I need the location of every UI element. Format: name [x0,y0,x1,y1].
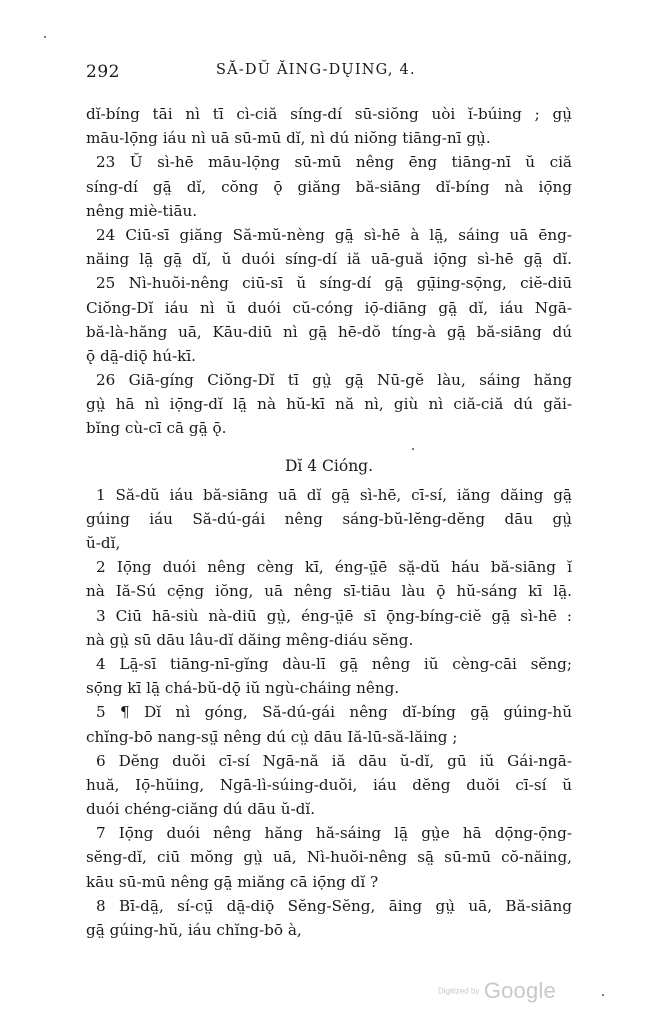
text-line: 7 Iọ̄ng duói nêng hăng hă-sáing lā̤ gṳ̀e hā dọ̄ng-ọ̄ng- [96,824,572,843]
text-line: nà Iă-Sú cẹ̄ng iŏng, uā nêng sī-tiāu làu ǭ hŭ-sáng kī lā̤. [86,582,572,601]
scan-speck [412,448,414,450]
text-line: nêng miè-tiāu. [86,201,198,220]
scan-speck [44,36,46,38]
page-header [86,62,568,88]
text-line: sọ̄ng kī lā̤ chá-bŭ-dǭ iŭ ngù-cháing nêng. [86,679,400,698]
text-line: sĕng-dĭ, ciū mŏng gṳ̀ uā, Nì-huŏi-nêng sā̤ sū-mū cŏ-năing, [86,848,572,867]
text-line: gúing iáu Să-dú-gái nêng sáng-bŭ-lĕng-dĕng dāu gṳ̀ [86,509,572,528]
text-line: chĭng-bō nang-sṳ̄ nêng dú cṳ̀ dāu Iă-lū-să-lăing ; [86,727,458,746]
text-line: 25 Nì-huŏi-nêng ciū-sī ŭ síng-dí gā̤ gṳ̄ing-sọ̄ng, ciĕ-diū [96,274,572,293]
text-line: síng-dí gā̤ dĭ, cŏng ǭ giăng bă-siāng dĭ-bíng nà iọ̄ng [86,177,572,196]
text-line: 23 Ŭ sì-hē māu-lọ̄ng sū-mū nêng ēng tiāng-nī ŭ ciă [96,153,572,172]
text-line: 5 ¶ Dĭ nì góng, Să-dú-gái nêng dĭ-bíng gā̤ gúing-hŭ [96,703,572,722]
text-line: 3 Ciū hā-siù nà-diū gṳ̀, éng-ṳ̄ē sī ǭng-bíng-ciĕ gā̤ sì-hē : [96,606,572,625]
text-line: 2 Iọ̄ng duói nêng cèng kī, éng-ṳ̄ē să̤-dŭ háu bă-siāng ĭ [96,558,572,577]
digitized-by-watermark [438,978,556,1004]
google-logo: Google [483,978,556,1003]
text-line: ǭ dā̤-diǭ hú-kī. [86,346,197,365]
text-line: 26 Giā-gíng Ciŏng-Dĭ tī gṳ̀ gā̤ Nū-gĕ làu, sáing hăng [96,371,572,390]
text-line: ŭ-dĭ, [86,534,121,552]
watermark-prefix: Digitized by [438,986,480,996]
text-line: dĭ-bíng tāi nì tī cì-ciă síng-dí sū-siŏng uòi ĭ-búing ; gṳ̀ [86,105,572,123]
text-line: năing lā̤ gā̤ dĭ, ŭ duói síng-dí iă uā-guă iọ̄ng sì-hē gā̤ dĭ. [86,250,572,269]
text-line: māu-lọ̄ng iáu nì uā sū-mū dĭ, nì dú niŏng tiāng-nī gṳ̀. [86,129,491,148]
text-line: 1 Să-dŭ iáu bă-siāng uā dĭ gā̤ sì-hē, cī-sí, iăng dăing gā̤ [96,485,572,504]
text-line: 8 Bī-dā̤, sí-cṳ̄ dā̤-diǭ Sĕng-Sĕng, āing gṳ̀ uā, Bă-siāng [96,896,572,915]
scan-speck [602,994,604,996]
text-line: duói chéng-ciăng dú dāu ŭ-dĭ. [86,800,316,819]
text-line: nà gṳ̀ sū dāu lâu-dĭ dăing mêng-diáu sĕng. [86,630,414,649]
text-line: huă, Iọ̄-hŭing, Ngā-lì-súing-duŏi, iáu dĕng duŏi cī-sí ŭ [86,775,572,794]
body-text [86,102,572,942]
text-line: bă-là-hăng uā, Kāu-diū nì gā̤ hē-dŏ tíng-à gā̤ bă-siāng dú [86,322,572,341]
text-line: kāu sū-mū nêng gā̤ miăng cā iọ̄ng dĭ ? [86,872,379,891]
text-line: Ciŏng-Dĭ iáu nì ŭ duói cŭ-cóng iọ̄-diāng gā̤ dĭ, iáu Ngā- [86,298,572,317]
chapter-heading: Dĭ 4 Cióng. [284,456,374,475]
text-line: 6 Dĕng duŏi cī-sí Ngā-nă iă dāu ŭ-dĭ, gū iŭ Gái-ngā- [96,751,572,770]
text-line: 4 Lā̤-sī tiāng-nī-gĭng dàu-lī gā̤ nêng iŭ cèng-cāi sĕng; [96,654,572,673]
text-line: gṳ̀ hā nì iọ̄ng-dĭ lā̤ nà hŭ-kī nă nì, giù nì ciă-ciă dú găi- [86,395,572,414]
page-number: 292 [86,62,120,82]
text-line: 24 Ciū-sī giăng Să-mŭ-nèng gā̤ sì-hē à lā̤, sáing uā ēng- [96,225,572,244]
text-line: gā̤ gúing-hŭ, iáu chĭng-bō à, [86,921,302,939]
running-title: SĂ-DŬ ĂING-DŲING, 4. [216,62,416,78]
text-line: bĭng cù-cī cā gā̤ ǭ. [86,419,227,438]
